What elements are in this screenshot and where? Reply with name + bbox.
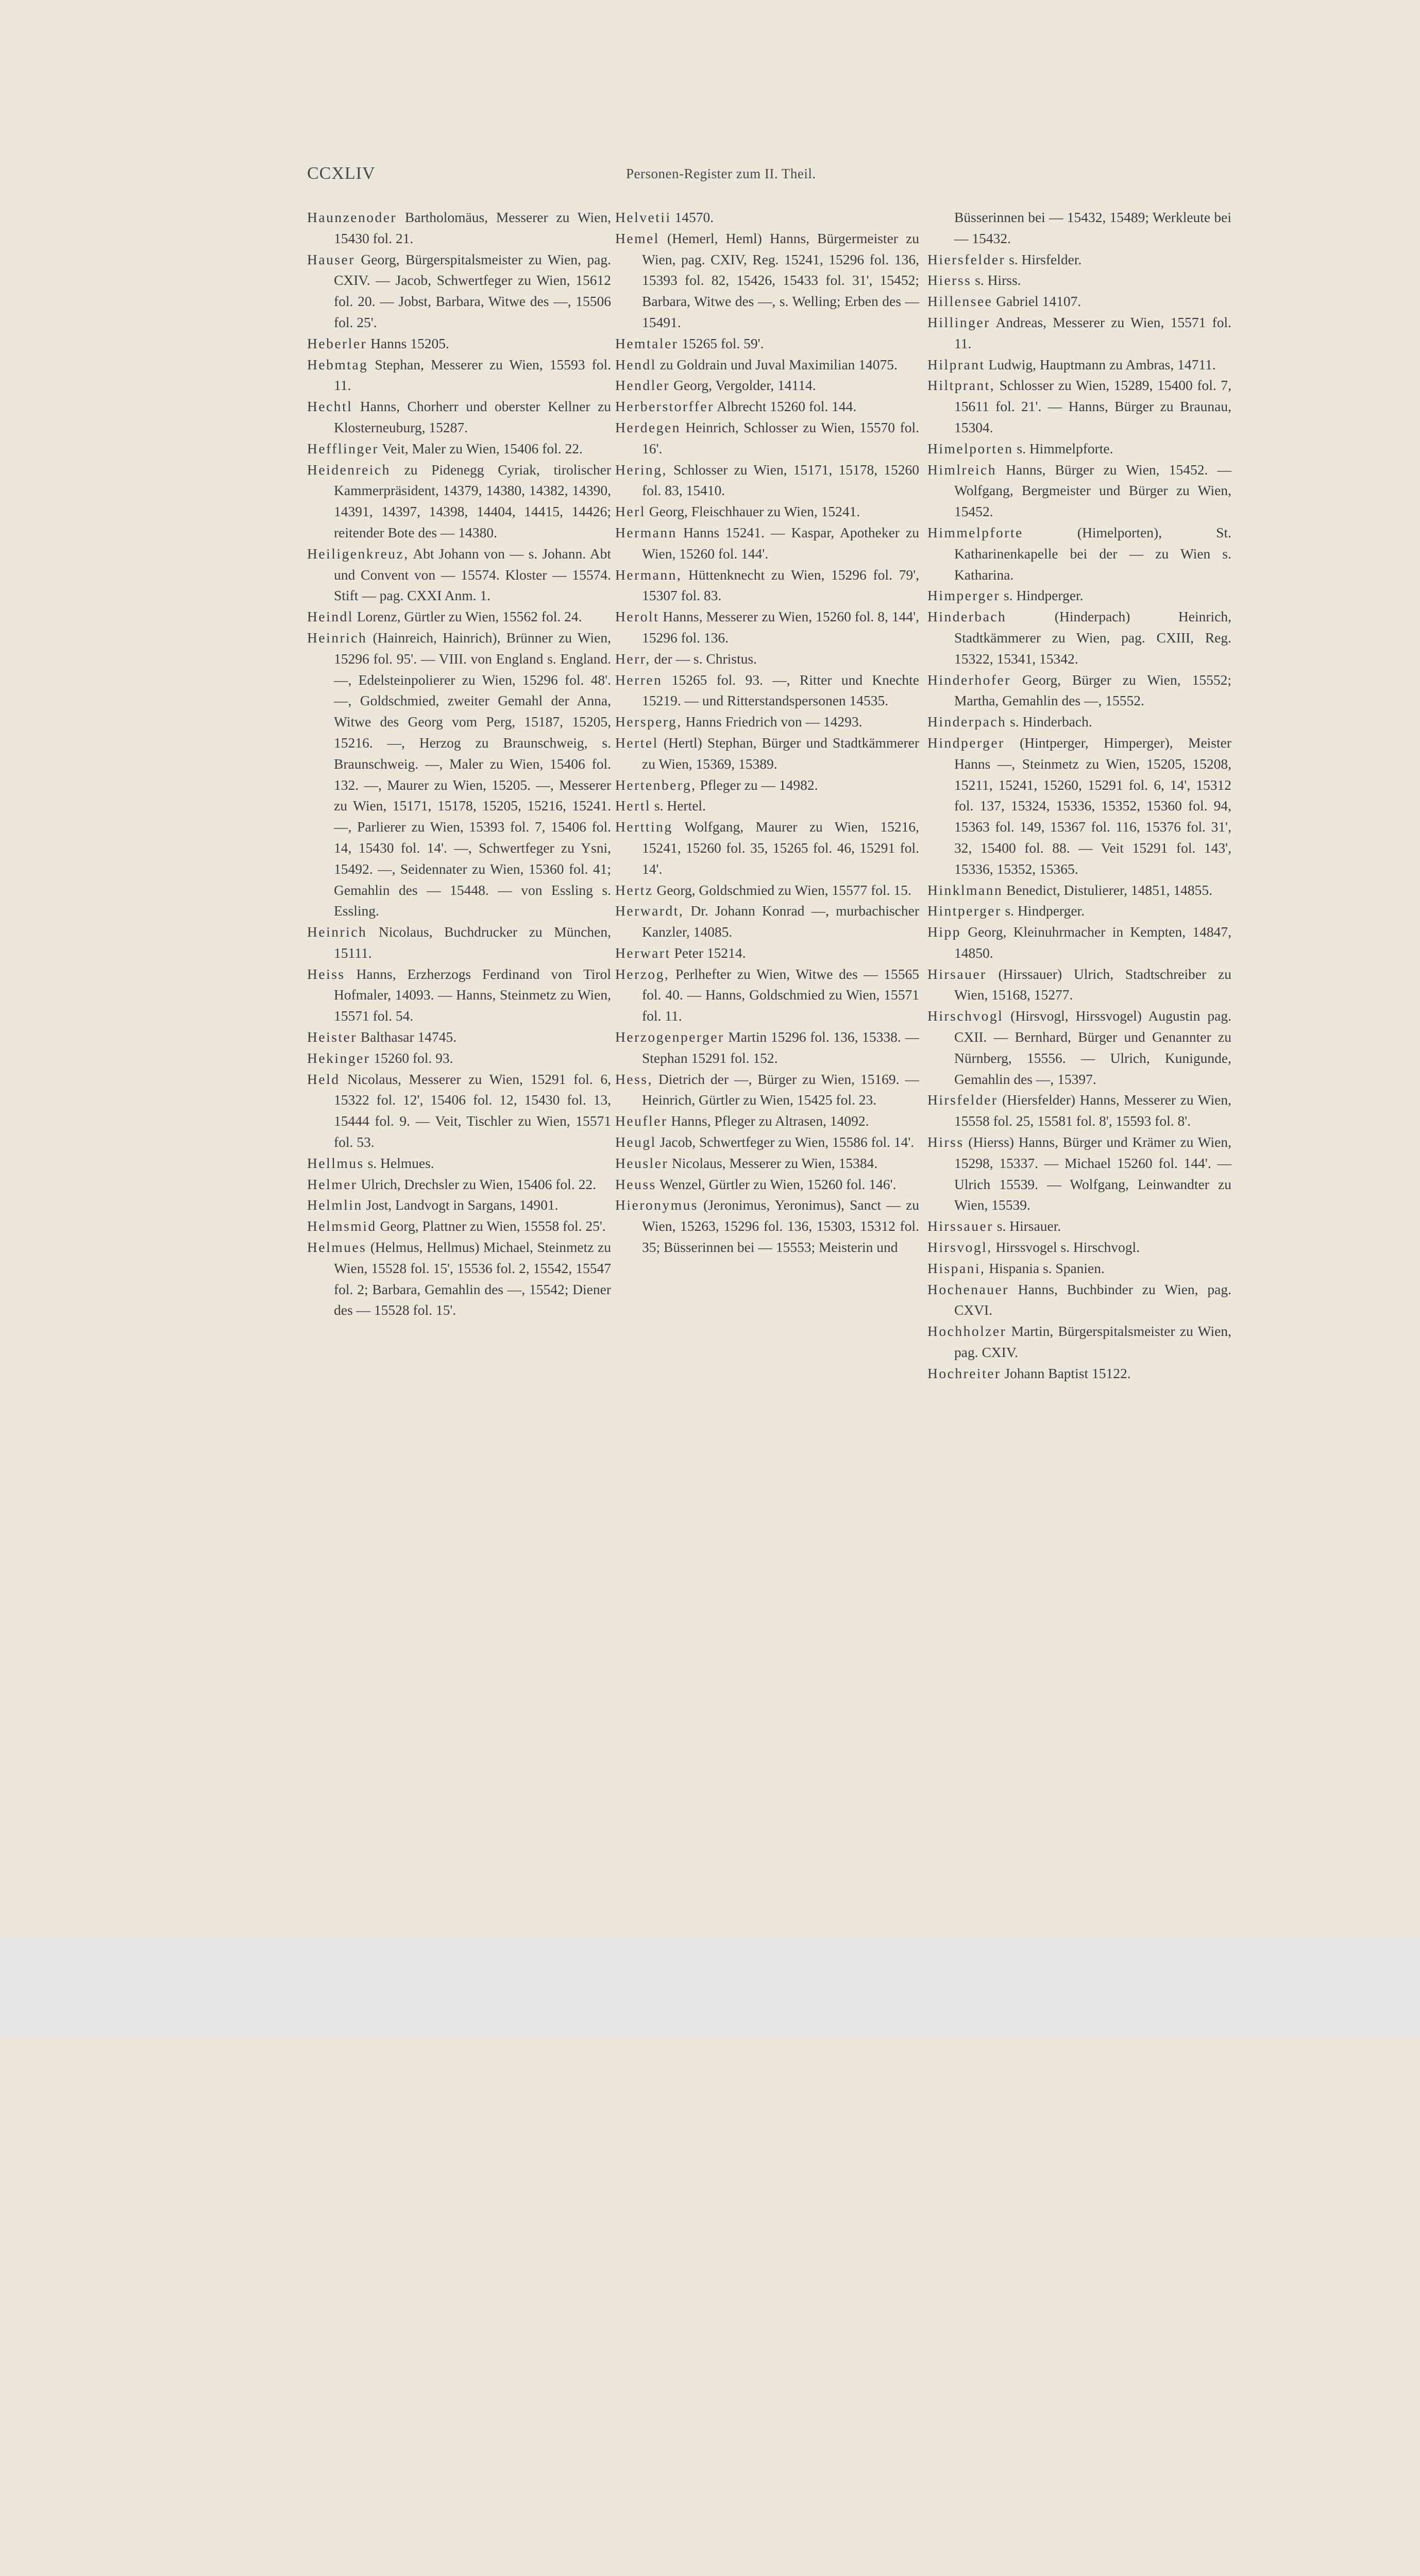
index-entry	[307, 1216, 611, 1237]
entry-headword: Hochenauer	[927, 1281, 1009, 1297]
index-entry	[615, 417, 919, 460]
index-entry	[615, 964, 919, 1027]
index-entry	[307, 1153, 611, 1174]
index-entry	[615, 228, 919, 333]
entry-headword: Heiss	[307, 965, 345, 982]
entry-headword: Haunzenoder	[307, 209, 397, 225]
entry-text: Perlhefter zu Wien, Witwe des — 15565 fol. 40. — Hanns, Goldschmied zu Wien, 15571 fol. 11.	[642, 965, 920, 1024]
entry-headword: Hebmtag	[307, 356, 368, 372]
entry-headword: Hemel	[615, 230, 660, 246]
index-entry	[927, 964, 1231, 1006]
entry-headword: Hendl	[615, 356, 656, 372]
entry-text: (Hertl) Stephan, Bürger und Stadtkämmerer zu Wien, 15369, 15389.	[642, 734, 920, 772]
entry-headword: Herzog,	[615, 965, 670, 982]
index-entry	[307, 1027, 611, 1048]
index-entry	[615, 522, 919, 565]
entry-headword: Heuss	[615, 1176, 656, 1192]
entry-headword: Herolt	[615, 608, 660, 625]
index-entry	[927, 1006, 1231, 1090]
index-entry	[927, 733, 1231, 880]
index-entry	[307, 460, 611, 544]
index-entry	[307, 544, 611, 606]
entry-text: Gabriel 14107.	[996, 293, 1081, 310]
entry-headword: Heufler	[615, 1113, 668, 1129]
running-head: Personen-Register zum II. Theil.	[626, 166, 816, 181]
entry-text: Veit, Maler zu Wien, 15406 fol. 22.	[382, 440, 583, 456]
index-entry	[927, 901, 1231, 922]
entry-headword: Hemtaler	[615, 335, 679, 351]
entry-text: 15260 fol. 93.	[374, 1049, 453, 1066]
index-entry	[615, 207, 919, 228]
page-number: CCXLIV	[307, 164, 376, 183]
entry-text: (Hierss) Hanns, Bürger und Krämer zu Wien, 15298, 15337. — Michael 15260 fol. 144'. — Ulrich 15539. — Wolfgang, Leinwandter zu Wien, 15539.	[954, 1134, 1232, 1213]
entry-headword: Hering,	[615, 461, 667, 478]
index-entry	[615, 649, 919, 670]
index-entry	[615, 1174, 919, 1195]
entry-headword: Herzogenperger	[615, 1029, 724, 1045]
entry-headword: Hispani,	[927, 1260, 986, 1276]
entry-text: Schlosser zu Wien, 15289, 15400 fol. 7, 15611 fol. 21'. — Hanns, Bürger zu Braunau, 15304.	[954, 377, 1231, 435]
entry-text: Büsserinnen bei — 15432, 15489; Werkleute bei — 15432.	[954, 209, 1231, 246]
entry-headword: Hellmus	[307, 1155, 364, 1171]
entry-headword: Hertting	[615, 819, 673, 835]
entry-headword: Hirsvogl,	[927, 1239, 992, 1256]
index-entry	[307, 922, 611, 964]
entry-headword: Hersperg,	[615, 714, 682, 730]
entry-headword: Helmer	[307, 1176, 358, 1192]
index-entry	[615, 1069, 919, 1111]
entry-headword: Himperger	[927, 587, 1001, 604]
entry-text: (Hiersfelder) Hanns, Messerer zu Wien, 15558 fol. 25, 15581 fol. 8', 15593 fol. 8'.	[954, 1092, 1231, 1129]
entry-headword: Hirschvogl	[927, 1008, 1004, 1024]
index-entry	[307, 396, 611, 438]
index-entry	[307, 438, 611, 460]
entry-text: Hanns, Buchbinder zu Wien, pag. CXVI.	[954, 1281, 1232, 1318]
entry-text: Albrecht 15260 fol. 144.	[717, 398, 857, 415]
entry-headword: Hiersfelder	[927, 251, 1006, 267]
index-entry	[307, 964, 611, 1027]
entry-text: (Hirssauer) Ulrich, Stadtschreiber zu Wien, 15168, 15277.	[954, 965, 1232, 1003]
entry-headword: Helvetii	[615, 209, 671, 225]
index-entry	[615, 606, 919, 649]
entry-text: Hüttenknecht zu Wien, 15296 fol. 79', 15307 fol. 83.	[642, 566, 920, 604]
entry-headword: Hirsauer	[927, 965, 987, 982]
entry-text: Peter 15214.	[674, 944, 746, 961]
entry-text: 15265 fol. 93. —, Ritter und Knechte 15219. — und Ritterstandspersonen 14535.	[642, 671, 920, 709]
index-entry	[615, 901, 919, 943]
entry-text: s. Hirss.	[975, 272, 1021, 289]
index-column-right	[927, 207, 1231, 1384]
entry-text: (Hainreich, Hainrich), Brünner zu Wien, 15296 fol. 95'. — VIII. von England s. England. —, Edelsteinpolierer zu Wien, 15296 fol. 48'. —, Goldschmied, zweiter Gemahl der Anna, Witwe des Georg vom Perg, 15187, 15205, 15216. —, Herzog zu Braunschweig, s. Braunschweig. —, Maler zu Wien, 15406 fol. 132. —, Maurer zu Wien, 15205. —, Messerer zu Wien, 15171, 15178, 15205, 15216, 15241. —, Parlierer zu Wien, 15393 fol. 7, 15406 fol. 14, 15430 fol. 14'. —, Schwertfeger zu Ysni, 15492. —, Seidennater zu Wien, 15360 fol. 41; Gemahlin des — 15448. — von Essling s. Essling.	[334, 629, 612, 919]
entry-text: Hirssvogel s. Hirschvogl.	[995, 1239, 1140, 1256]
entry-text: 15265 fol. 59'.	[682, 335, 764, 351]
entry-text: (Jeronimus, Yeronimus), Sanct — zu Wien, 15263, 15296 fol. 136, 15303, 15312 fol. 35; Büsserinnen bei — 15553; Meisterin und	[642, 1197, 919, 1256]
index-entry	[927, 522, 1231, 585]
entry-headword: Himelporten	[927, 440, 1013, 456]
index-entry	[615, 880, 919, 901]
entry-text: Hanns Friedrich von — 14293.	[685, 714, 863, 730]
entry-text: Lorenz, Gürtler zu Wien, 15562 fol. 24.	[357, 608, 582, 625]
entry-text: Hanns 15205.	[370, 335, 449, 351]
entry-headword: Hiltprant,	[927, 377, 995, 394]
entry-text: Georg, Bürgerspitalsmeister zu Wien, pag. CXIV. — Jacob, Schwertfeger zu Wien, 15612 fol. 20. — Jobst, Barbara, Witwe des —, 15506 fol. 25'.	[334, 251, 612, 330]
index-entry	[927, 711, 1231, 733]
index-entry	[927, 1279, 1231, 1321]
entry-headword: Heidenreich	[307, 461, 391, 478]
entry-headword: Hillinger	[927, 314, 990, 330]
entry-headword: Hipp	[927, 924, 961, 940]
entry-text: Hispania s. Spanien.	[989, 1260, 1105, 1276]
entry-headword: Hendler	[615, 377, 670, 394]
entry-headword: Helmues	[307, 1239, 367, 1256]
entry-headword: Hechtl	[307, 398, 353, 415]
entry-text: Hanns, Bürger zu Wien, 15452. — Wolfgang, Bergmeister und Bürger zu Wien, 15452.	[954, 461, 1232, 520]
index-entry	[927, 249, 1231, 270]
entry-text: Stephan, Messerer zu Wien, 15593 fol. 11.	[334, 356, 611, 394]
entry-headword: Hinderhofer	[927, 671, 1011, 688]
entry-headword: Heister	[307, 1029, 357, 1045]
entry-text: Heinrich, Schlosser zu Wien, 15570 fol. 16'.	[642, 419, 919, 456]
entry-headword: Heinrich	[307, 629, 367, 646]
index-entry	[615, 1195, 919, 1258]
index-entry	[307, 354, 611, 397]
entry-text: Nicolaus, Buchdrucker zu München, 15111.	[334, 924, 611, 961]
index-entry	[615, 1132, 919, 1153]
index-entry	[615, 670, 919, 712]
index-entry	[927, 312, 1231, 354]
entry-headword: Herdegen	[615, 419, 681, 435]
entry-headword: Hermann,	[615, 566, 682, 583]
index-entry	[927, 1258, 1231, 1279]
entry-headword: Himlreich	[927, 461, 996, 478]
entry-headword: Hertenberg,	[615, 776, 697, 793]
index-entry	[927, 880, 1231, 901]
index-entry	[615, 396, 919, 417]
entry-text: der — s. Christus.	[654, 650, 757, 667]
entry-headword: Heinrich	[307, 924, 367, 940]
entry-headword: Hekinger	[307, 1049, 370, 1066]
entry-text: Balthasar 14745.	[360, 1029, 457, 1045]
entry-headword: Hefflinger	[307, 440, 379, 456]
entry-headword: Held	[307, 1071, 340, 1087]
index-entry	[927, 291, 1231, 312]
index-entry	[307, 1048, 611, 1069]
entry-text: (Hinderpach) Heinrich, Stadtkämmerer zu Wien, pag. CXIII, Reg. 15322, 15341, 15342.	[954, 608, 1231, 667]
entry-text: Hanns, Pfleger zu Altrasen, 14092.	[671, 1113, 869, 1129]
entry-text: s. Himmelpforte.	[1017, 440, 1113, 456]
entry-headword: Hochholzer	[927, 1323, 1007, 1340]
entry-text: s. Hertel.	[654, 798, 706, 814]
index-entry	[615, 354, 919, 376]
entry-text: (Hemerl, Heml) Hanns, Bürgermeister zu Wien, pag. CXIV, Reg. 15241, 15296 fol. 136, 15393 fol. 82, 15426, 15433 fol. 31', 15452; Barbara, Witwe des —, s. Welling; Erben des — 15491.	[642, 230, 920, 330]
entry-headword: Heusler	[615, 1155, 669, 1171]
entry-text: 14570.	[674, 209, 714, 225]
entry-text: Benedict, Distulierer, 14851, 14855.	[1006, 882, 1212, 898]
entry-headword: Hertel	[615, 734, 658, 751]
entry-headword: Herwardt,	[615, 903, 684, 919]
entry-text: Georg, Goldschmied zu Wien, 15577 fol. 15.	[656, 882, 911, 898]
entry-text: s. Hirsauer.	[996, 1218, 1061, 1234]
entry-text: Georg, Fleischhauer zu Wien, 15241.	[649, 503, 860, 520]
entry-headword: Hirss	[927, 1134, 964, 1150]
entry-text: Pfleger zu — 14982.	[700, 776, 818, 793]
entry-headword: Herl	[615, 503, 646, 520]
entry-headword: Hinklmann	[927, 882, 1003, 898]
entry-headword: Herberstorffer	[615, 398, 714, 415]
entry-text: Nicolaus, Messerer zu Wien, 15384.	[671, 1155, 878, 1171]
entry-text: Hanns, Erzherzogs Ferdinand von Tirol Hofmaler, 14093. — Hanns, Steinmetz zu Wien, 15571 fol. 54.	[334, 965, 611, 1024]
index-entry	[927, 460, 1231, 522]
index-entry	[307, 1195, 611, 1216]
entry-text: Jacob, Schwertfeger zu Wien, 15586 fol. 14'.	[660, 1134, 915, 1150]
entry-headword: Helmsmid	[307, 1218, 377, 1234]
entry-text: Martin 15296 fol. 136, 15338. — Stephan 15291 fol. 152.	[642, 1029, 919, 1066]
index-entry	[615, 460, 919, 502]
index-entry	[927, 270, 1231, 291]
footer-bar	[0, 1937, 1420, 2037]
entry-headword: Himmelpforte	[927, 524, 1023, 540]
index-entry	[927, 922, 1231, 964]
index-entry	[615, 733, 919, 775]
index-entry	[615, 943, 919, 964]
index-entry	[307, 333, 611, 354]
entry-headword: Herwart	[615, 944, 671, 961]
index-entry	[615, 333, 919, 354]
entry-text: Andreas, Messerer zu Wien, 15571 fol. 11.	[954, 314, 1231, 351]
entry-text: Georg, Kleinuhrmacher in Kempten, 14847, 14850.	[954, 924, 1232, 961]
entry-headword: Hess,	[615, 1071, 653, 1087]
entry-headword: Heugl	[615, 1134, 656, 1150]
entry-text: Georg, Bürger zu Wien, 15552; Martha, Gemahlin des —, 15552.	[954, 671, 1231, 709]
index-entry	[615, 1111, 919, 1132]
entry-text: Ulrich, Drechsler zu Wien, 15406 fol. 22.	[361, 1176, 596, 1192]
entry-text: (Himelporten), St. Katharinenkapelle bei der — zu Wien s. Katharina.	[954, 524, 1231, 583]
entry-text: Bartholomäus, Messerer zu Wien, 15430 fol. 21.	[334, 209, 612, 246]
entry-text: Abt Johann von — s. Johann. Abt und Convent von — 15574. Kloster — 15574. Stift — pag. CXXI Anm. 1.	[334, 545, 611, 604]
entry-headword: Hertl	[615, 798, 651, 814]
index-entry	[615, 817, 919, 879]
entry-text: s. Hirsfelder.	[1009, 251, 1082, 267]
entry-text: Jost, Landvogt in Sargans, 14901.	[366, 1197, 559, 1213]
index-entry	[927, 207, 1231, 249]
entry-headword: Hinderbach	[927, 608, 1007, 625]
entry-text: zu Pidenegg Cyriak, tirolischer Kammerpräsident, 14379, 14380, 14382, 14390, 14391, 14397, 14398, 14404, 14415, 14426; reitender Bote des — 14380.	[334, 461, 612, 540]
entry-headword: Hierss	[927, 272, 972, 289]
entry-text: s. Hinderbach.	[1010, 714, 1092, 730]
index-entry	[927, 1321, 1231, 1363]
entry-headword: Hieronymus	[615, 1197, 698, 1213]
entry-headword: Herr,	[615, 650, 651, 667]
entry-headword: Hirsfelder	[927, 1092, 998, 1108]
index-entry	[307, 207, 611, 249]
entry-text: Georg, Plattner zu Wien, 15558 fol. 25'.	[380, 1218, 606, 1234]
entry-headword: Hindperger	[927, 734, 1005, 751]
entry-text: s. Hindperger.	[1005, 903, 1085, 919]
entry-headword: Hinderpach	[927, 714, 1007, 730]
index-entry	[927, 670, 1231, 712]
index-entry	[927, 1363, 1231, 1384]
index-column-left	[307, 207, 611, 1321]
entry-text: Dr. Johann Konrad —, murbachischer Kanzler, 14085.	[642, 903, 919, 940]
index-entry	[927, 438, 1231, 460]
entry-headword: Hintperger	[927, 903, 1002, 919]
entry-text: Wenzel, Gürtler zu Wien, 15260 fol. 146'.	[660, 1176, 897, 1192]
entry-headword: Hilprant	[927, 356, 985, 372]
entry-headword: Heiligenkreuz,	[307, 545, 409, 562]
entry-text: Hanns, Chorherr und oberster Kellner zu Klosterneuburg, 15287.	[334, 398, 612, 435]
index-entry	[307, 1069, 611, 1153]
entry-headword: Hermann	[615, 524, 677, 540]
index-entry	[927, 606, 1231, 669]
entry-text: (Helmus, Hellmus) Michael, Steinmetz zu Wien, 15528 fol. 15', 15536 fol. 2, 15542, 15547 fol. 2; Barbara, Gemahlin des —, 15542; Diener des — 15528 fol. 15'.	[334, 1239, 611, 1318]
index-entry	[927, 375, 1231, 438]
index-entry	[307, 249, 611, 333]
entry-headword: Hillensee	[927, 293, 993, 310]
index-entry	[307, 606, 611, 628]
entry-text: s. Helmues.	[367, 1155, 434, 1171]
entry-text: Georg, Vergolder, 14114.	[673, 377, 816, 394]
index-entry	[615, 375, 919, 396]
entry-headword: Hirssauer	[927, 1218, 993, 1234]
index-entry	[927, 1132, 1231, 1216]
index-entry	[615, 795, 919, 817]
entry-text: Hanns 15241. — Kaspar, Apotheker zu Wien, 15260 fol. 144'.	[642, 524, 920, 562]
index-entry	[615, 1153, 919, 1174]
entry-text: (Hirsvogl, Hirssvogel) Augustin pag. CXII. — Bernhard, Bürger und Genannter zu Nürnberg, 15556. — Ulrich, Kunigunde, Gemahlin des —, 15397.	[954, 1008, 1231, 1087]
index-entry	[615, 1027, 919, 1069]
index-entry	[927, 1090, 1231, 1132]
entry-text: s. Hindperger.	[1004, 587, 1084, 604]
index-entry	[927, 585, 1231, 606]
entry-text: Dietrich der —, Bürger zu Wien, 15169. — Heinrich, Gürtler zu Wien, 15425 fol. 23.	[642, 1071, 920, 1108]
entry-text: Wolfgang, Maurer zu Wien, 15216, 15241, 15260 fol. 35, 15265 fol. 46, 15291 fol. 14'.	[642, 819, 919, 877]
entry-headword: Hertz	[615, 882, 653, 898]
index-entry	[927, 1216, 1231, 1237]
index-entry	[927, 354, 1231, 376]
index-entry	[615, 501, 919, 522]
index-column-middle	[615, 207, 919, 1258]
entry-text: Johann Baptist 15122.	[1004, 1365, 1131, 1381]
entry-text: Schlosser zu Wien, 15171, 15178, 15260 fol. 83, 15410.	[642, 461, 920, 499]
index-entry	[927, 1237, 1231, 1258]
entry-text: Ludwig, Hauptmann zu Ambras, 14711.	[988, 356, 1216, 372]
entry-headword: Heindl	[307, 608, 353, 625]
index-entry	[307, 1237, 611, 1321]
index-entry	[615, 565, 919, 607]
entry-headword: Hochreiter	[927, 1365, 1001, 1381]
index-entry	[307, 1174, 611, 1195]
index-entry	[307, 628, 611, 922]
entry-text: Hanns, Messerer zu Wien, 15260 fol. 8, 144', 15296 fol. 136.	[642, 608, 920, 646]
entry-headword: Helmlin	[307, 1197, 363, 1213]
entry-headword: Hauser	[307, 251, 355, 267]
entry-headword: Heberler	[307, 335, 367, 351]
index-entry	[615, 711, 919, 733]
entry-text: zu Goldrain und Juval Maximilian 14075.	[660, 356, 898, 372]
entry-text: (Hintperger, Himperger), Meister Hanns —, Steinmetz zu Wien, 15205, 15208, 15211, 15241, 15260, 15291 fol. 6, 14', 15312 fol. 137, 15324, 15336, 15352, 15360 fol. 94, 15363 fol. 149, 15367 fol. 116, 15376 fol. 31', 32, 15400 fol. 88. — Veit 15291 fol. 143', 15336, 15352, 15365.	[954, 734, 1232, 877]
index-entry	[615, 775, 919, 796]
entry-text: Nicolaus, Messerer zu Wien, 15291 fol. 6, 15322 fol. 12', 15406 fol. 12, 15430 fol. 13, 15444 fol. 9. — Veit, Tischler zu Wien, 15571 fol. 53.	[334, 1071, 611, 1150]
entry-headword: Herren	[615, 671, 663, 688]
entry-text: Martin, Bürgerspitalsmeister zu Wien, pag. CXIV.	[954, 1323, 1231, 1361]
